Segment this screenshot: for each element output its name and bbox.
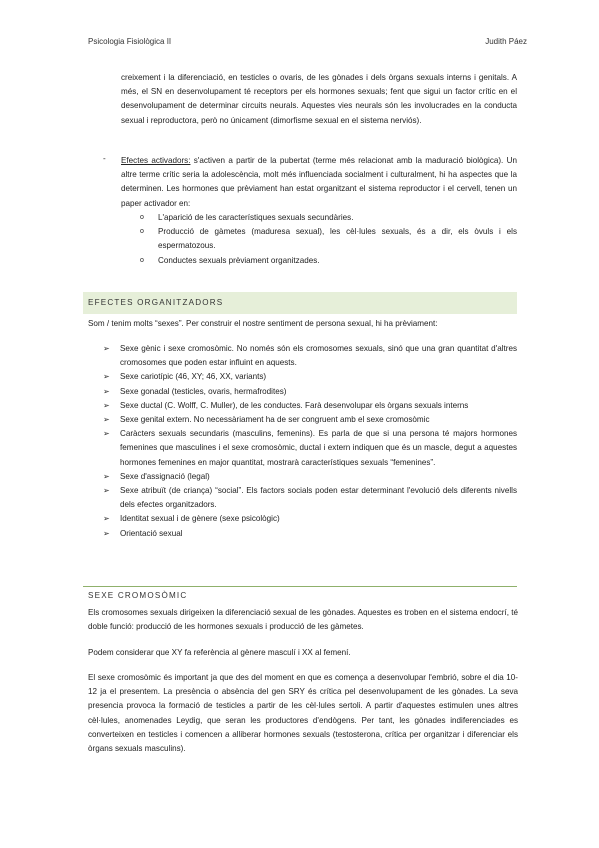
list-item: ➢ Sexe cariotípic (46, XY; 46, XX, variants) — [103, 370, 517, 384]
arrow-bullet-icon: ➢ — [103, 372, 110, 382]
arrow-bullet-icon: ➢ — [103, 528, 110, 538]
sexes-list — [103, 342, 517, 541]
list-item: o L'aparició de les característiques sexuals secundàries. — [140, 211, 517, 225]
arrow-bullet-icon: ➢ — [103, 344, 110, 353]
list-item: ➢ Orientació sexual — [103, 527, 517, 541]
list-item: o Conductes sexuals prèviament organitzades. — [140, 254, 517, 268]
arrow-bullet-icon: ➢ — [103, 415, 110, 425]
dash-bullet: - — [103, 154, 106, 163]
arrow-bullet-icon: ➢ — [103, 386, 110, 396]
paragraph: Podem considerar que XY fa referència al gènere masculí i XX al femení. — [88, 648, 351, 657]
header-author: Judith Páez — [485, 37, 527, 46]
list-item: ➢ Sexe genital extern. No necessàriament ha de ser congruent amb el sexe cromosòmic — [103, 413, 517, 427]
section-divider — [83, 586, 517, 587]
arrow-bullet-icon: ➢ — [103, 429, 110, 439]
circle-bullet: o — [140, 228, 144, 236]
activators-title: Efectes activadors: — [121, 156, 191, 165]
section-title: EFECTES ORGANITZADORS — [88, 298, 224, 307]
list-item: ➢ Sexe ductal (C. Wolff, C. Muller), de les conductes. Farà desenvolupar els òrgans sexuals interns — [103, 399, 517, 413]
list-item: ➢ Sexe d'assignació (legal) — [103, 470, 517, 484]
list-item: ➢ Sexe gènic i sexe cromosòmic. No només són els cromosomes sexuals, sinó que una gran quantitat d'altres cromosomes que poden estar influint en aquests. — [103, 344, 517, 368]
arrow-bullet-icon: ➢ — [103, 486, 110, 496]
header-course-title: Psicologia Fisiològica II — [88, 37, 172, 46]
circle-bullet: o — [140, 214, 144, 221]
list-item: ➢ Caràcters sexuals secundaris (masculins, femenins). Es parla de que si una persona té majors hormones femenines que masculines i el sexe cromosòmic, ductal i extern indiquen que és un mascle, degut a aquestes hormones femenines en major quantitat, mostrarà característiques sexuals “femenines”. — [103, 429, 517, 467]
list-item: o Producció de gàmetes (maduresa sexual), les cèl·lules sexuals, és a dir, els òvuls i els espermatozous. — [140, 227, 517, 251]
arrow-bullet-icon: ➢ — [103, 400, 110, 410]
section-heading-cromosomic: SEXE CROMOSÒMIC — [88, 591, 188, 600]
intro-paragraph: creixement i la diferenciació, en testicles o ovaris, de les gònades i dels òrgans sexuals interns i genitals. A més, el SN en desenvolupament té receptors per els hormones sexuals; fent que sigui un factor crític en el desenvolupament de determinar circuits neurals. Aquestes vies neurals són les involucrades en la conducta sexual i reproductora, però no únicament (dimorfisme sexual en el sistema nerviós). — [121, 73, 517, 125]
activators-body: s'activen a partir de la pubertat (terme més relacionat amb la maduració biològica). Un altre terme crític seria la adolescència, molt més influenciada socialment i culturalment, hi ha aspectes que la determinen. Les hormones que prèviament han estat organitzant el sistema reproductor i el cervell, tenen un paper activador en: — [121, 156, 517, 208]
section-heading-organitzadors — [83, 292, 517, 314]
paragraph: Els cromosomes sexuals dirigeixen la diferenciació sexual de les gònades. Aquestes es troben en el sistema endocrí, té doble funció: producció de les hormones sexuals i producció de les gàmetes. — [88, 608, 518, 632]
list-item: ➢ Identitat sexual i de gènere (sexe psicològic) — [103, 512, 517, 526]
activators-text — [121, 154, 517, 211]
circle-bullet: o — [140, 256, 144, 264]
activators-sublist — [140, 211, 517, 268]
arrow-bullet-icon: ➢ — [103, 471, 110, 481]
paragraph: El sexe cromosòmic és important ja que des del moment en que es comença a desenvolupar l'embrió, sobre el dia 10-12 ja el presentem. La presència o absència del gen SRY és crítica pel desenvolupament de les gònades. La seva presencia provoca la formació de testicles a partir de les cèl·lules sertoli. A partir d'aquestes estimulen unes altres cèl·lules, anomenades Leydig, que seran les productores d'endògens. Per tant, les gònades indiferenciades es converteixen en testicles i comencen a alliberar hormones sexuals (testosterona, crítica per organitzar i diferenciar els òrgans sexuals masculins). — [88, 673, 518, 754]
list-item: ➢ Sexe gonadal (testicles, ovaris, hermafrodites) — [103, 385, 517, 399]
list-item: ➢ Sexe atribuït (de criança) “social”. Els factors socials poden estar determinant l'evolució dels diferents nivells dels efectes organitzadors. — [103, 486, 517, 510]
section-intro: Som / tenim molts “sexes”. Per construir el nostre sentiment de persona sexual, hi ha prèviament: — [88, 319, 438, 328]
arrow-bullet-icon: ➢ — [103, 514, 110, 524]
